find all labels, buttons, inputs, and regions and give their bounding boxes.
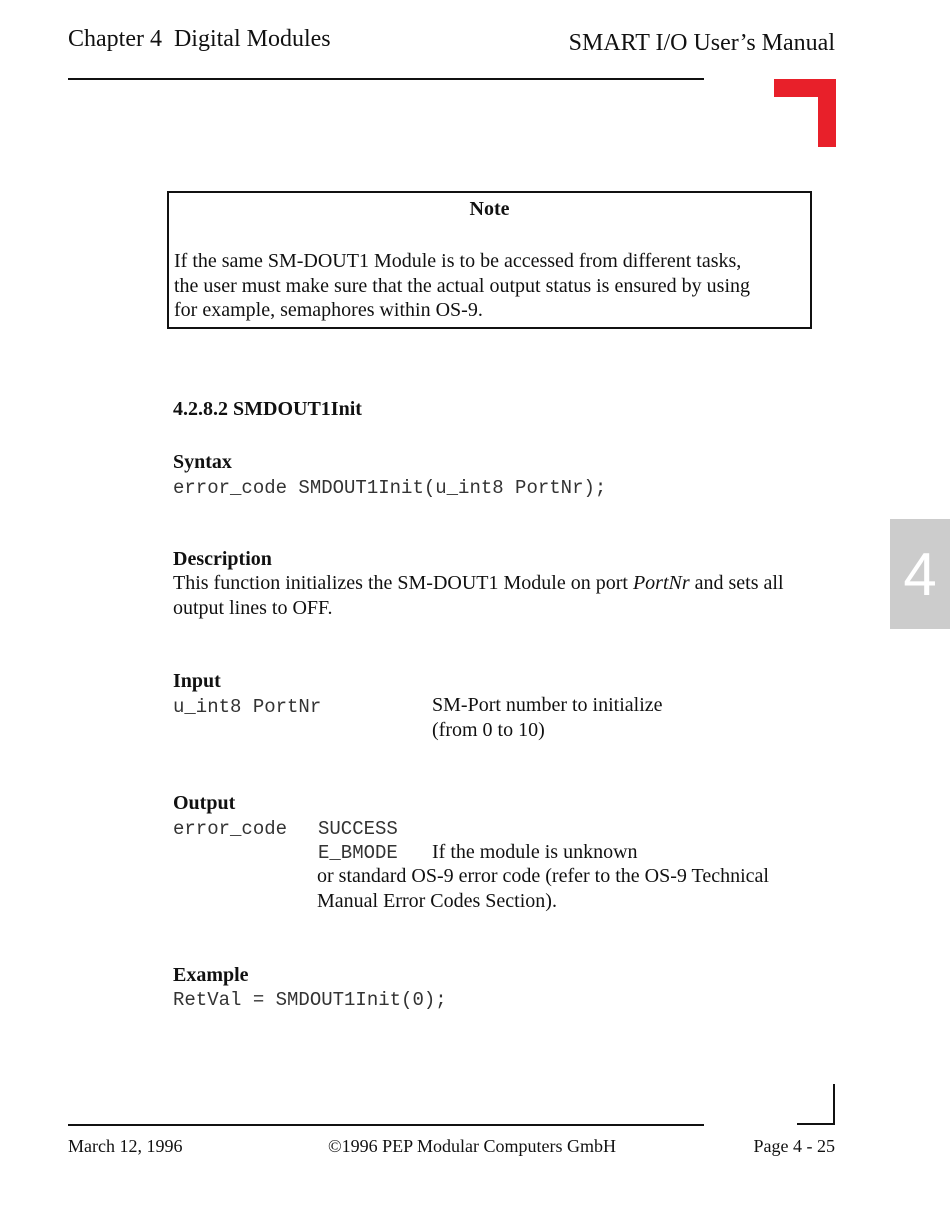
chapter-title: Chapter 4 Digital Modules <box>68 26 331 52</box>
note-line: If the same SM-DOUT1 Module is to be accessed from different tasks, <box>174 250 742 272</box>
note-line: for example, semaphores within OS-9. <box>174 299 483 321</box>
output-label: Output <box>173 792 236 814</box>
footer-copyright: ©1996 PEP Modular Computers GmbH <box>328 1136 617 1156</box>
output-value-desc: If the module is unknown <box>432 841 638 863</box>
syntax-code: error_code SMDOUT1Init(u_int8 PortNr); <box>173 477 607 499</box>
description-label: Description <box>173 548 272 570</box>
output-line-4: Manual Error Codes Section). <box>317 890 557 912</box>
output-value-success: SUCCESS <box>318 818 398 840</box>
input-desc-line-2: (from 0 to 10) <box>432 719 545 741</box>
footer-date: March 12, 1996 <box>68 1136 183 1156</box>
header-rule <box>68 78 704 80</box>
chapter-tab: 4 <box>890 519 950 629</box>
note-title: Note <box>469 198 510 220</box>
output-value-ebmode: E_BMODE <box>318 842 398 864</box>
example-code: RetVal = SMDOUT1Init(0); <box>173 989 447 1011</box>
footer-page-number: Page 4 - 25 <box>753 1136 835 1156</box>
manual-title: SMART I/O User’s Manual <box>568 30 835 56</box>
output-line-3: or standard OS-9 error code (refer to the OS-9 Technical <box>317 865 769 887</box>
description-text: This function initializes the SM-DOUT1 Module on port <box>173 572 633 594</box>
input-param: u_int8 PortNr <box>173 696 322 718</box>
footer-rule <box>68 1124 704 1126</box>
input-desc-line-1: SM-Port number to initialize <box>432 694 663 716</box>
example-label: Example <box>173 964 249 986</box>
input-label: Input <box>173 670 221 692</box>
note-box <box>167 191 812 329</box>
description-text-end: and sets all <box>689 572 784 594</box>
description-line-2: output lines to OFF. <box>173 597 333 619</box>
note-line: the user must make sure that the actual output status is ensured by using <box>174 274 750 297</box>
section-heading: 4.2.8.2 SMDOUT1Init <box>173 398 362 420</box>
output-type: error_code <box>173 818 288 840</box>
footer-corner-mark-base <box>797 1123 835 1125</box>
note-body <box>174 249 804 323</box>
syntax-label: Syntax <box>173 451 232 473</box>
description-line-1 <box>173 571 784 596</box>
red-corner-mark-side <box>818 79 836 147</box>
description-param: PortNr <box>632 572 690 594</box>
footer-corner-mark <box>833 1084 835 1125</box>
